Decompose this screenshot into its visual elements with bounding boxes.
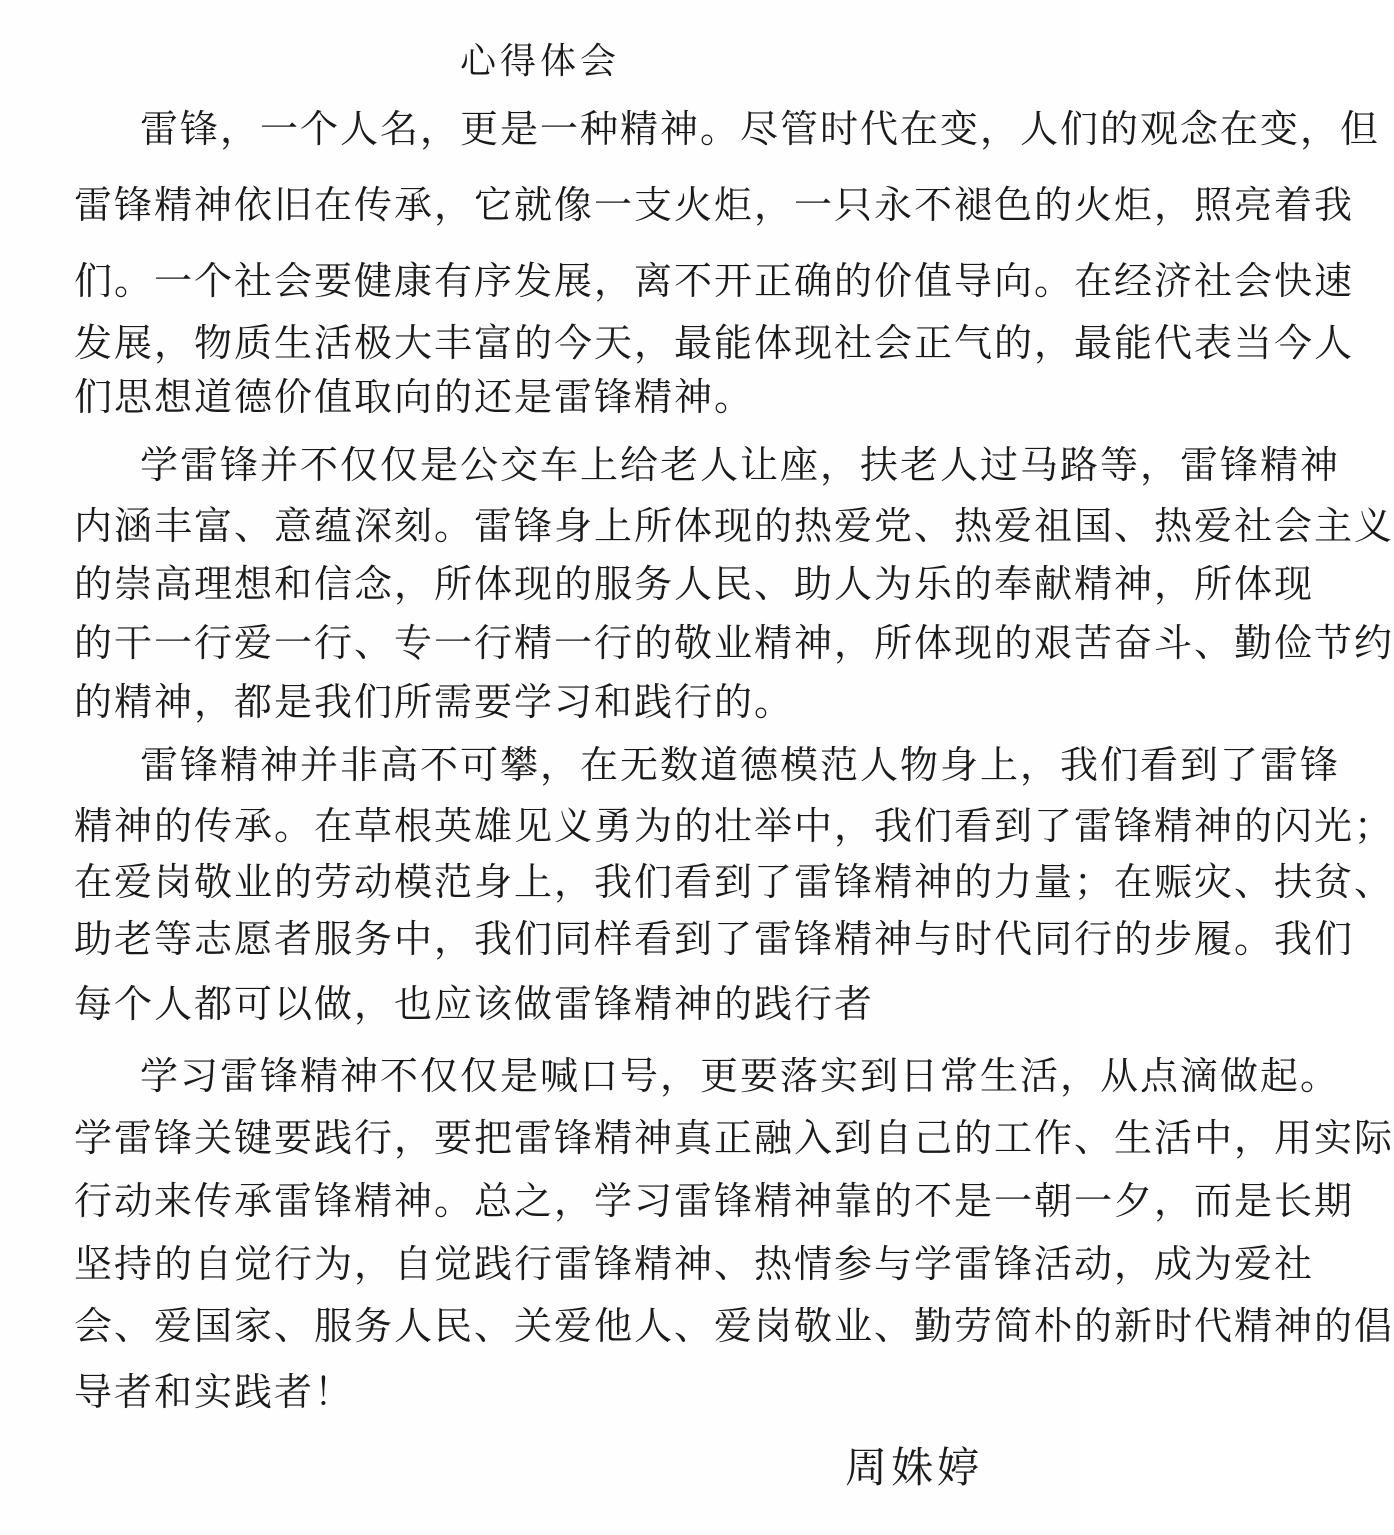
paragraph-1-line-2: 雷锋精神依旧在传承，它就像一支火炬，一只永不褪色的火炬，照亮着我 <box>74 183 1355 227</box>
essay-title: 心得体会 <box>459 41 620 82</box>
paragraph-2-line-4: 的干一行爱一行、专一行精一行的敬业精神，所体现的艰苦奋斗、勤俭节约 <box>74 621 1394 665</box>
paragraph-2-line-3: 的崇高理想和信念，所体现的服务人民、助人为乐的奉献精神，所体现 <box>74 562 1315 606</box>
paragraph-1-line-5: 们思想道德价值取向的还是雷锋精神。 <box>74 375 755 419</box>
paragraph-3-line-4: 助老等志愿者服务中，我们同样看到了雷锋精神与时代同行的步履。我们 <box>74 917 1355 961</box>
paragraph-2-line-2: 内涵丰富、意蕴深刻。雷锋身上所体现的热爱党、热爱祖国、热爱社会主义 <box>74 504 1394 548</box>
author-signature: 周姝婷 <box>845 1443 984 1492</box>
paragraph-4-line-3: 行动来传承雷锋精神。总之，学习雷锋精神靠的不是一朝一夕，而是长期 <box>74 1179 1355 1223</box>
paragraph-4-line-1: 学习雷锋精神不仅仅是喊口号，更要落实到日常生活，从点滴做起。 <box>140 1054 1341 1098</box>
paragraph-2-line-5: 的精神，都是我们所需要学习和践行的。 <box>74 680 795 724</box>
paragraph-3-line-2: 精神的传承。在草根英雄见义勇为的壮举中，我们看到了雷锋精神的闪光； <box>74 804 1394 848</box>
paragraph-3-line-1: 雷锋精神并非高不可攀，在无数道德模范人物身上，我们看到了雷锋 <box>140 743 1341 787</box>
paragraph-4-line-4: 坚持的自觉行为，自觉践行雷锋精神、热情参与学雷锋活动，成为爱社 <box>74 1242 1315 1286</box>
paragraph-4-line-6: 导者和实践者！ <box>74 1370 355 1414</box>
paragraph-2-line-1: 学雷锋并不仅仅是公交车上给老人让座，扶老人过马路等，雷锋精神 <box>140 443 1341 487</box>
paragraph-3-line-3: 在爱岗敬业的劳动模范身上，我们看到了雷锋精神的力量；在赈灾、扶贫、 <box>74 860 1394 904</box>
paragraph-4-line-2: 学雷锋关键要践行，要把雷锋精神真正融入到自己的工作、生活中，用实际 <box>74 1116 1394 1160</box>
paragraph-4-line-5: 会、爱国家、服务人民、关爱他人、爱岗敬业、勤劳简朴的新时代精神的倡 <box>74 1304 1394 1348</box>
paragraph-1-line-3: 们。一个社会要健康有序发展，离不开正确的价值导向。在经济社会快速 <box>74 259 1355 303</box>
paragraph-1-line-1: 雷锋，一个人名，更是一种精神。尽管时代在变，人们的观念在变，但 <box>140 107 1381 151</box>
paragraph-1-line-4: 发展，物质生活极大丰富的今天，最能体现社会正气的，最能代表当今人 <box>74 321 1355 365</box>
paragraph-3-line-5: 每个人都可以做，也应该做雷锋精神的践行者 <box>74 982 875 1026</box>
